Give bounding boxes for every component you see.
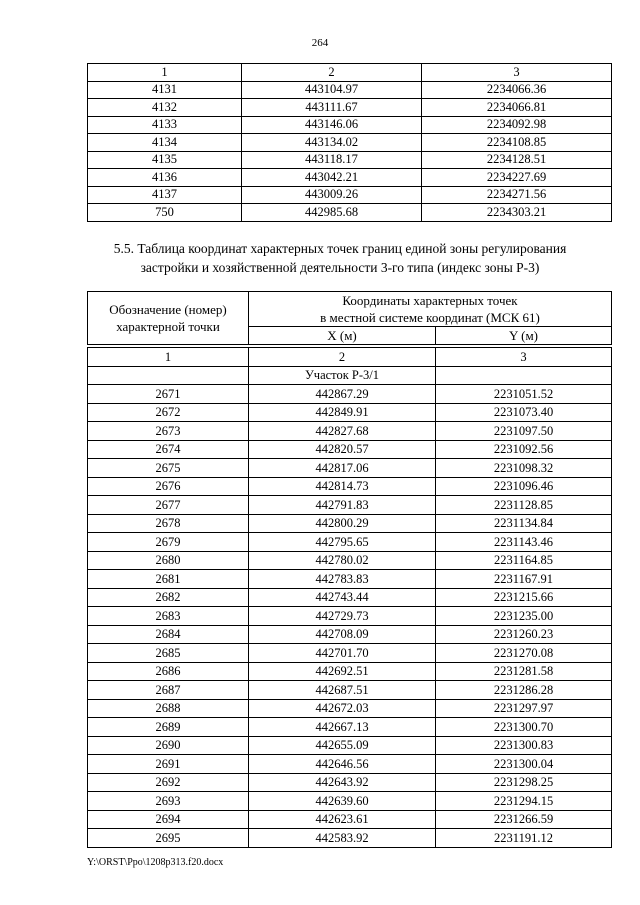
y-coordinate-cell: 2234092.98	[422, 116, 612, 134]
column-number: 2	[249, 348, 436, 367]
x-coordinate-cell: 442692.51	[249, 662, 436, 681]
x-coordinate-cell: 442667.13	[249, 718, 436, 737]
table-row	[88, 792, 612, 811]
table-row	[88, 204, 612, 222]
point-number-cell: 2672	[88, 403, 249, 422]
table-number-row	[88, 64, 612, 82]
section-title	[60, 239, 620, 277]
table-row	[88, 718, 612, 737]
x-coordinate-cell: 442687.51	[249, 681, 436, 700]
y-coordinate-cell: 2231300.83	[436, 736, 612, 755]
column-number: 3	[422, 64, 612, 82]
table-row	[88, 514, 612, 533]
point-number-cell: 2680	[88, 551, 249, 570]
coordinates-table-continued	[87, 63, 612, 222]
y-coordinate-cell: 2231266.59	[436, 810, 612, 829]
y-coordinate-cell: 2231297.97	[436, 699, 612, 718]
point-designation-header	[88, 292, 249, 345]
y-coordinate-cell: 2231128.85	[436, 496, 612, 515]
table-row	[88, 736, 612, 755]
table-row	[88, 551, 612, 570]
x-coordinate-cell: 442643.92	[249, 773, 436, 792]
x-coordinate-cell: 442985.68	[242, 204, 422, 222]
y-header: Y (м)	[436, 327, 612, 345]
x-coordinate-cell: 442867.29	[249, 385, 436, 404]
y-coordinate-cell: 2231215.66	[436, 588, 612, 607]
table-row	[88, 662, 612, 681]
table-row	[88, 570, 612, 589]
y-coordinate-cell: 2231298.25	[436, 773, 612, 792]
table-row	[88, 810, 612, 829]
point-number-cell: 4131	[88, 81, 242, 99]
x-coordinate-cell: 442849.91	[249, 403, 436, 422]
point-number-cell: 2690	[88, 736, 249, 755]
point-number-cell: 4133	[88, 116, 242, 134]
column-number: 1	[88, 348, 249, 367]
y-coordinate-cell: 2234128.51	[422, 151, 612, 169]
x-coordinate-cell: 443134.02	[242, 134, 422, 152]
table-row	[88, 169, 612, 187]
y-coordinate-cell: 2234303.21	[422, 204, 612, 222]
point-number-cell: 2693	[88, 792, 249, 811]
table-row	[88, 403, 612, 422]
x-coordinate-cell: 442817.06	[249, 459, 436, 478]
table-row	[88, 151, 612, 169]
y-coordinate-cell: 2234108.85	[422, 134, 612, 152]
point-number-cell: 4135	[88, 151, 242, 169]
point-number-cell: 2687	[88, 681, 249, 700]
table-row	[88, 625, 612, 644]
point-number-cell: 2676	[88, 477, 249, 496]
header-line: в местной системе координат (МСК 61)	[320, 310, 540, 325]
column-number: 3	[436, 348, 612, 367]
table-row	[88, 459, 612, 478]
y-coordinate-cell: 2231260.23	[436, 625, 612, 644]
y-coordinate-cell: 2231097.50	[436, 422, 612, 441]
y-coordinate-cell: 2231270.08	[436, 644, 612, 663]
page-number: 264	[311, 37, 329, 49]
y-coordinate-cell: 2231300.04	[436, 755, 612, 774]
y-coordinate-cell: 2231164.85	[436, 551, 612, 570]
x-coordinate-cell: 443146.06	[242, 116, 422, 134]
table-row	[88, 422, 612, 441]
point-number-cell: 2671	[88, 385, 249, 404]
y-coordinate-cell: 2231294.15	[436, 792, 612, 811]
point-number-cell: 4132	[88, 99, 242, 117]
y-coordinate-cell: 2234227.69	[422, 169, 612, 187]
column-number: 1	[88, 64, 242, 82]
y-coordinate-cell: 2231051.52	[436, 385, 612, 404]
point-number-cell: 4136	[88, 169, 242, 187]
x-coordinate-cell: 442639.60	[249, 792, 436, 811]
x-coordinate-cell: 443104.97	[242, 81, 422, 99]
subsection-row	[88, 366, 612, 385]
table-row	[88, 644, 612, 663]
point-number-cell: 4137	[88, 186, 242, 204]
coordinates-table-header	[87, 291, 612, 345]
table-number-row	[88, 348, 612, 367]
table-row	[88, 773, 612, 792]
x-coordinate-cell: 442583.92	[249, 829, 436, 848]
point-number-cell: 2689	[88, 718, 249, 737]
point-number-cell: 2682	[88, 588, 249, 607]
coordinates-header	[249, 292, 612, 327]
point-number-cell: 2673	[88, 422, 249, 441]
header-line: Координаты характерных точек	[342, 293, 518, 308]
header-line: характерной точки	[116, 319, 220, 334]
y-coordinate-cell: 2231300.70	[436, 718, 612, 737]
subsection-label: Участок Р-3/1	[249, 366, 436, 385]
x-coordinate-cell: 443009.26	[242, 186, 422, 204]
x-coordinate-cell: 442783.83	[249, 570, 436, 589]
point-number-cell: 2678	[88, 514, 249, 533]
point-number-cell: 2694	[88, 810, 249, 829]
x-coordinate-cell: 442814.73	[249, 477, 436, 496]
x-coordinate-cell: 443042.21	[242, 169, 422, 187]
point-number-cell: 2681	[88, 570, 249, 589]
x-header: X (м)	[249, 327, 436, 345]
y-coordinate-cell: 2234066.81	[422, 99, 612, 117]
y-coordinate-cell: 2231096.46	[436, 477, 612, 496]
point-number-cell: 2691	[88, 755, 249, 774]
x-coordinate-cell: 442701.70	[249, 644, 436, 663]
table-row	[88, 440, 612, 459]
point-number-cell: 2674	[88, 440, 249, 459]
y-coordinate-cell: 2231092.56	[436, 440, 612, 459]
point-number-cell: 2692	[88, 773, 249, 792]
x-coordinate-cell: 442791.83	[249, 496, 436, 515]
point-number-cell: 2685	[88, 644, 249, 663]
y-coordinate-cell: 2231191.12	[436, 829, 612, 848]
table-row	[88, 588, 612, 607]
point-number-cell: 2686	[88, 662, 249, 681]
y-coordinate-cell: 2231235.00	[436, 607, 612, 626]
point-number-cell: 2675	[88, 459, 249, 478]
x-coordinate-cell: 442655.09	[249, 736, 436, 755]
x-coordinate-cell: 443118.17	[242, 151, 422, 169]
section-title-line: 5.5. Таблица координат характерных точек границ единой зоны регулирования	[113, 241, 567, 256]
x-coordinate-cell: 442795.65	[249, 533, 436, 552]
point-number-cell: 2695	[88, 829, 249, 848]
y-coordinate-cell: 2234271.56	[422, 186, 612, 204]
x-coordinate-cell: 442743.44	[249, 588, 436, 607]
table-row	[88, 829, 612, 848]
point-number-cell: 2688	[88, 699, 249, 718]
x-coordinate-cell: 442729.73	[249, 607, 436, 626]
table-row	[88, 607, 612, 626]
x-coordinate-cell: 442708.09	[249, 625, 436, 644]
coordinates-table	[87, 347, 612, 848]
point-number-cell: 2683	[88, 607, 249, 626]
table-row	[88, 681, 612, 700]
x-coordinate-cell: 442623.61	[249, 810, 436, 829]
y-coordinate-cell: 2231134.84	[436, 514, 612, 533]
y-coordinate-cell: 2231167.91	[436, 570, 612, 589]
section-title-line: застройки и хозяйственной деятельности 3-го типа (индекс зоны Р-3)	[140, 260, 540, 275]
point-number-cell: 2684	[88, 625, 249, 644]
y-coordinate-cell: 2231098.32	[436, 459, 612, 478]
x-coordinate-cell: 442780.02	[249, 551, 436, 570]
y-coordinate-cell: 2231143.46	[436, 533, 612, 552]
point-number-cell: 750	[88, 204, 242, 222]
x-coordinate-cell: 442820.57	[249, 440, 436, 459]
footer-file-path: Y:\ORST\Ppo\1208p313.f20.docx	[87, 857, 224, 868]
y-coordinate-cell: 2231286.28	[436, 681, 612, 700]
table-row	[88, 116, 612, 134]
x-coordinate-cell: 442672.03	[249, 699, 436, 718]
table-row	[88, 533, 612, 552]
x-coordinate-cell: 442646.56	[249, 755, 436, 774]
y-coordinate-cell: 2234066.36	[422, 81, 612, 99]
table-row	[88, 496, 612, 515]
table-row	[88, 755, 612, 774]
table-row	[88, 186, 612, 204]
table-row	[88, 134, 612, 152]
y-coordinate-cell: 2231073.40	[436, 403, 612, 422]
table-row	[88, 385, 612, 404]
table-row	[88, 477, 612, 496]
point-number-cell: 4134	[88, 134, 242, 152]
table-row	[88, 81, 612, 99]
y-coordinate-cell: 2231281.58	[436, 662, 612, 681]
point-number-cell: 2677	[88, 496, 249, 515]
x-coordinate-cell: 442827.68	[249, 422, 436, 441]
point-number-cell: 2679	[88, 533, 249, 552]
x-coordinate-cell: 443111.67	[242, 99, 422, 117]
table-row	[88, 699, 612, 718]
x-coordinate-cell: 442800.29	[249, 514, 436, 533]
table-row	[88, 99, 612, 117]
column-number: 2	[242, 64, 422, 82]
header-line: Обозначение (номер)	[109, 302, 227, 317]
